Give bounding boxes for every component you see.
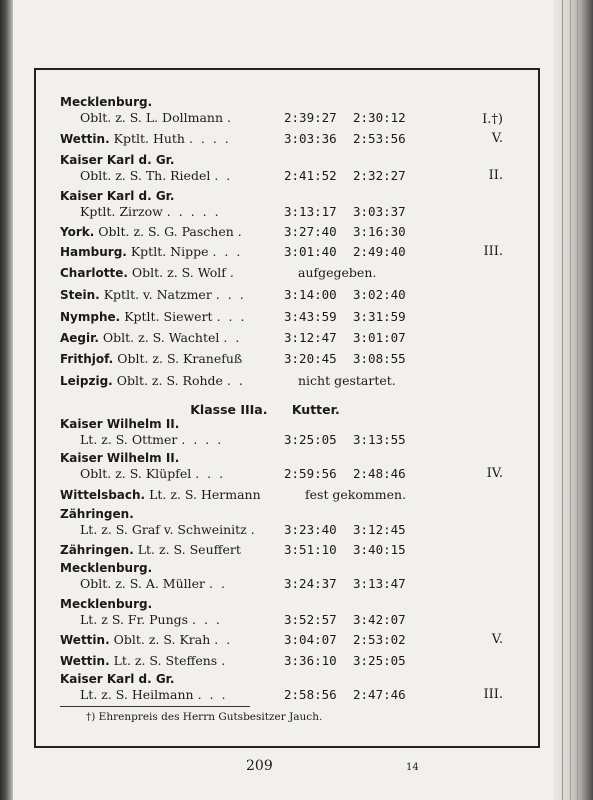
time-elapsed: 3:20:45: [284, 351, 337, 366]
crew-name: Oblt. z. S. Krah: [113, 632, 211, 647]
time-elapsed: 2:39:27: [284, 110, 337, 125]
leader-dots: . . .: [197, 687, 228, 702]
ship-name: Kaiser Karl d. Gr.: [60, 189, 175, 203]
time-corrected: 2:53:02: [353, 632, 406, 647]
boat-type-label: Kutter.: [291, 402, 340, 417]
signature-mark: 14: [406, 762, 419, 773]
ship-name: York.: [60, 225, 95, 239]
time-elapsed: 3:36:10: [284, 653, 337, 668]
crew-name: Oblt. z. S. G. Paschen: [98, 224, 234, 239]
footnote: †) Ehrenpreis des Herrn Gutsbesitzer Jauch.: [86, 711, 323, 723]
crew-name: Oblt. z. S. Kranefuß: [117, 351, 243, 366]
ship-name: Hamburg.: [60, 245, 127, 259]
result-entry: [60, 506, 470, 538]
place-rank: III.: [483, 687, 503, 702]
crew-name: Oblt. z. S. Wolf: [131, 265, 226, 280]
leader-dots: . . .: [212, 244, 243, 259]
page-edge-line: [570, 0, 571, 800]
status-note: fest gekommen.: [305, 487, 407, 502]
result-entry: [60, 671, 470, 703]
ship-name: Wittelsbach.: [60, 488, 146, 502]
time-corrected: 3:31:59: [353, 309, 406, 324]
time-corrected: 2:47:46: [353, 687, 406, 702]
leader-dots: . . .: [195, 466, 226, 481]
crew-name: Kptlt. Nippe: [130, 244, 209, 259]
leader-dots: . .: [223, 330, 242, 345]
ship-name: Mecklenburg.: [60, 561, 153, 575]
time-corrected: 3:02:40: [353, 287, 406, 302]
time-corrected: 3:42:07: [353, 612, 406, 627]
crew-name: Kptlt. Zirzow: [80, 204, 163, 219]
time-elapsed: 3:03:36: [284, 131, 337, 146]
page-edges: [553, 0, 593, 800]
time-corrected: 2:49:40: [353, 244, 406, 259]
crew-name: Oblt. z. S. Rohde: [116, 373, 223, 388]
crew-name: Lt. z. S. Graf v. Schweinitz: [80, 522, 247, 537]
result-entry: [60, 596, 470, 628]
time-elapsed: 3:04:07: [284, 632, 337, 647]
leader-dots: . .: [226, 373, 245, 388]
page-edge-line: [577, 0, 578, 800]
leader-dots: . . .: [192, 612, 222, 627]
result-entry: [60, 265, 470, 281]
crew-name: Kptlt. Siewert: [124, 309, 213, 324]
ship-name: Mecklenburg.: [60, 597, 153, 611]
leader-dots: .: [227, 110, 233, 125]
crew-name: Lt. z. S. Ottmer: [80, 432, 178, 447]
page-number: 209: [246, 758, 273, 774]
crew-name: Oblt. z. S. L. Dollmann: [80, 110, 224, 125]
time-elapsed: 3:25:05: [284, 432, 337, 447]
time-elapsed: 3:14:00: [284, 287, 337, 302]
time-elapsed: 3:24:37: [284, 576, 337, 591]
crew-name: Lt. z. S. Seuffert: [137, 542, 241, 557]
crew-name: Oblt. z. S. Klüpfel: [80, 466, 192, 481]
ship-name: Charlotte.: [60, 266, 128, 280]
ship-name: Kaiser Karl d. Gr.: [60, 672, 175, 686]
result-entry: [60, 287, 470, 303]
result-entry: [60, 330, 470, 346]
crew-name: Oblt. z. S. Wachtel: [102, 330, 220, 345]
ship-name: Frithjof.: [60, 352, 114, 366]
result-entry: [60, 244, 470, 260]
time-corrected: 3:16:30: [353, 224, 406, 239]
place-rank: V.: [491, 131, 503, 146]
ship-name: Mecklenburg.: [60, 95, 153, 109]
time-elapsed: 3:01:40: [284, 244, 337, 259]
class-heading: [60, 402, 470, 417]
time-corrected: 2:48:46: [353, 466, 406, 481]
time-elapsed: 3:51:10: [284, 542, 337, 557]
result-entry: [60, 309, 470, 325]
status-note: nicht gestartet.: [298, 373, 396, 388]
ship-name: Zähringen.: [60, 507, 134, 521]
leader-dots: . .: [214, 632, 233, 647]
time-corrected: 3:03:37: [353, 204, 406, 219]
ship-name: Kaiser Wilhelm II.: [60, 451, 180, 465]
result-entry: [60, 487, 470, 503]
leader-dots: . . . .: [181, 432, 224, 447]
ship-name: Zähringen.: [60, 543, 134, 557]
leader-dots: . .: [209, 576, 227, 591]
time-corrected: 3:13:47: [353, 576, 406, 591]
result-entry: [60, 188, 470, 220]
time-corrected: 3:12:45: [353, 522, 406, 537]
time-elapsed: 3:12:47: [284, 330, 337, 345]
status-note: aufgegeben.: [298, 265, 377, 280]
ship-name: Leipzig.: [60, 374, 113, 388]
footnote-rule: [60, 706, 250, 707]
leader-dots: .: [250, 522, 257, 537]
time-corrected: 3:01:07: [353, 330, 406, 345]
time-elapsed: 3:43:59: [284, 309, 337, 324]
leader-dots: . . . .: [188, 131, 231, 146]
page-edge-line: [562, 0, 563, 800]
ship-name: Kaiser Wilhelm II.: [60, 417, 180, 431]
ship-name: Wettin.: [60, 654, 110, 668]
time-elapsed: 2:59:56: [284, 466, 337, 481]
leader-dots: . . .: [216, 309, 247, 324]
result-entry: [60, 416, 470, 448]
result-entry: [60, 224, 470, 240]
leader-dots: . .: [214, 168, 233, 183]
place-rank: I.†): [482, 112, 503, 127]
time-elapsed: 3:27:40: [284, 224, 337, 239]
crew-name: Lt. z. S. Hermann: [149, 487, 261, 502]
result-entry: [60, 373, 470, 389]
place-rank: III.: [483, 244, 503, 259]
result-entry: [60, 542, 470, 558]
time-elapsed: 2:41:52: [284, 168, 337, 183]
place-rank: V.: [491, 632, 503, 647]
result-entry: [60, 94, 470, 126]
ship-name: Wettin.: [60, 633, 110, 647]
result-entry: [60, 653, 470, 669]
book-spine: [0, 0, 13, 800]
leader-dots: .: [237, 224, 244, 239]
time-corrected: 2:53:56: [353, 131, 406, 146]
crew-name: Kptlt. v. Natzmer: [103, 287, 212, 302]
time-elapsed: 3:13:17: [284, 204, 337, 219]
leader-dots: . . . . .: [166, 204, 221, 219]
result-entry: [60, 450, 470, 482]
time-elapsed: 3:52:57: [284, 612, 337, 627]
class-label: Klasse IIIa.: [190, 402, 268, 417]
time-corrected: 3:08:55: [353, 351, 406, 366]
crew-name: Kptlt. Huth: [113, 131, 185, 146]
time-corrected: 2:30:12: [353, 110, 406, 125]
place-rank: II.: [488, 168, 503, 183]
leader-dots: .: [221, 653, 228, 668]
crew-name: Lt. z S. Fr. Pungs: [80, 612, 189, 627]
place-rank: IV.: [486, 466, 503, 481]
time-elapsed: 2:58:56: [284, 687, 337, 702]
leader-dots: . . .: [215, 287, 246, 302]
crew-name: Oblt. z. S. Th. Riedel: [80, 168, 211, 183]
time-corrected: 3:25:05: [353, 653, 406, 668]
result-entry: [60, 351, 470, 367]
crew-name: Lt. z. S. Heilmann: [80, 687, 194, 702]
crew-name: Oblt. z. S. A. Müller: [80, 576, 206, 591]
ship-name: Aegir.: [60, 331, 99, 345]
ship-name: Nymphe.: [60, 310, 121, 324]
time-elapsed: 3:23:40: [284, 522, 337, 537]
crew-name: Lt. z. S. Steffens: [113, 653, 218, 668]
result-entry: [60, 560, 470, 592]
leader-dots: .: [229, 265, 236, 280]
result-entry: [60, 632, 470, 648]
result-entry: [60, 152, 470, 184]
result-entry: [60, 131, 470, 147]
time-corrected: 3:40:15: [353, 542, 406, 557]
ship-name: Kaiser Karl d. Gr.: [60, 153, 175, 167]
ship-name: Stein.: [60, 288, 100, 302]
ship-name: Wettin.: [60, 132, 110, 146]
time-corrected: 3:13:55: [353, 432, 406, 447]
time-corrected: 2:32:27: [353, 168, 406, 183]
